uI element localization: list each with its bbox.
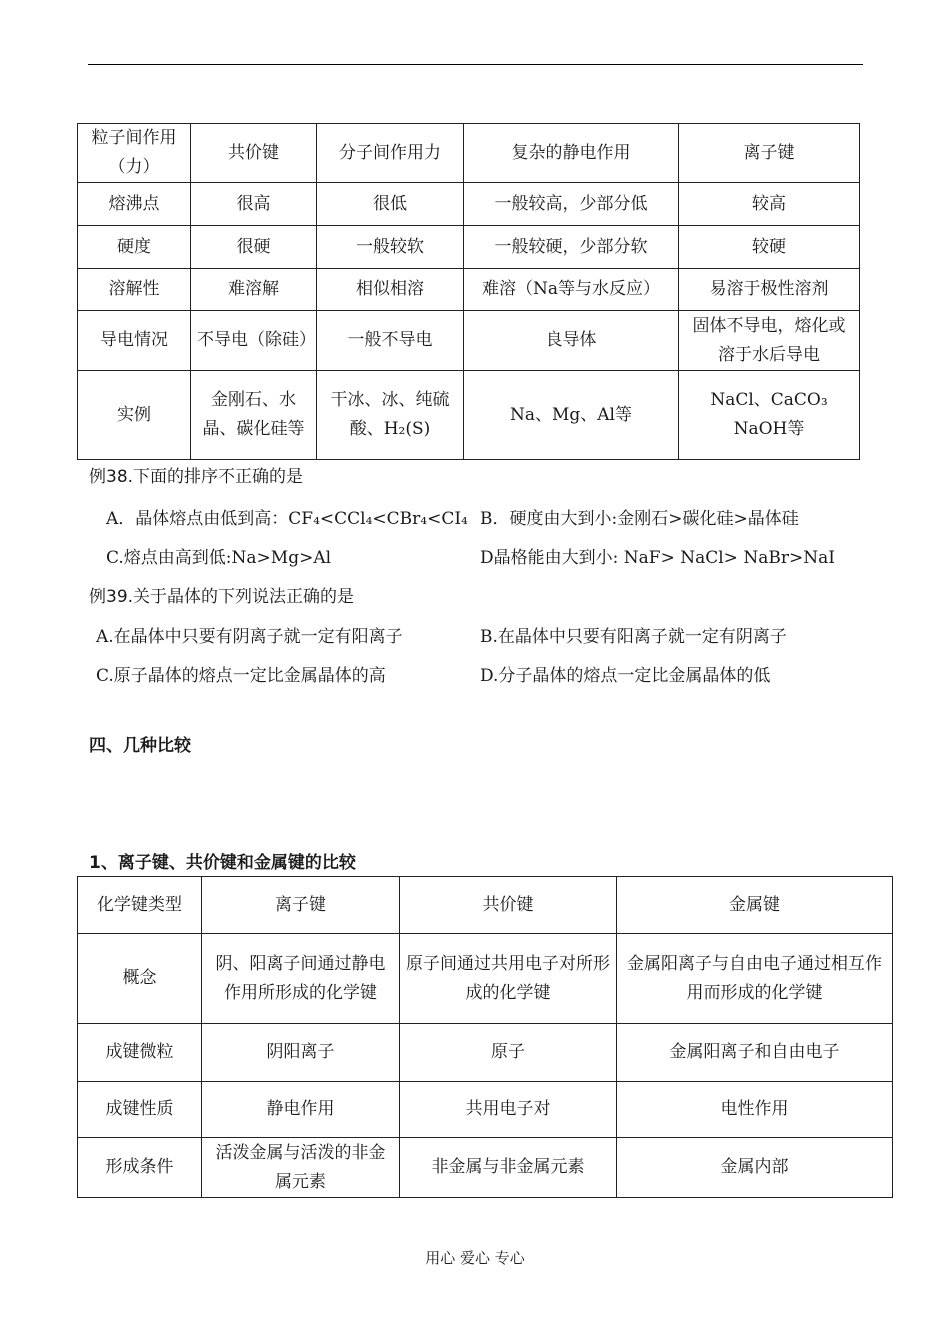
- table-cell: 离子键: [679, 124, 860, 183]
- table-cell: 金刚石、水晶、碳化硅等: [191, 371, 317, 460]
- table-cell: 静电作用: [202, 1082, 400, 1138]
- table-row: [78, 1082, 893, 1138]
- table-cell: 活泼金属与活泼的非金属元素: [202, 1138, 400, 1198]
- example-38-option-c: C.熔点由高到低:Na>Mg>Al: [106, 548, 332, 568]
- table-cell: 很硬: [191, 226, 317, 269]
- table-cell: 成键微粒: [78, 1024, 202, 1082]
- table-cell: 原子: [400, 1024, 617, 1082]
- table-cell: 实例: [78, 371, 191, 460]
- table-cell: 形成条件: [78, 1138, 202, 1198]
- table-cell: 一般不导电: [317, 311, 464, 371]
- table-row: [78, 877, 893, 934]
- table-cell: 很高: [191, 183, 317, 226]
- example-38-option-a: A．晶体熔点由低到高：CF₄<CCl₄<CBr₄<CI₄: [106, 509, 468, 529]
- table-cell: 硬度: [78, 226, 191, 269]
- table-cell: 复杂的静电作用: [464, 124, 679, 183]
- table-cell: 较高: [679, 183, 860, 226]
- table-cell: 非金属与非金属元素: [400, 1138, 617, 1198]
- table-cell: 阴阳离子: [202, 1024, 400, 1082]
- example-39-question: 例39.关于晶体的下列说法正确的是: [89, 587, 355, 607]
- crystal-comparison-table: [77, 123, 860, 460]
- subsection-title: 1、离子键、共价键和金属键的比较: [89, 853, 356, 873]
- table-cell: 难溶（Na等与水反应）: [464, 269, 679, 311]
- table-row: [78, 226, 860, 269]
- header-rule: [88, 64, 863, 65]
- table-row: [78, 371, 860, 460]
- table-cell: 金属内部: [617, 1138, 893, 1198]
- table-row: [78, 934, 893, 1024]
- table-cell: 良导体: [464, 311, 679, 371]
- table-cell: 共价键: [191, 124, 317, 183]
- table-cell: 分子间作用力: [317, 124, 464, 183]
- table-cell: 阴、阳离子间通过静电作用所形成的化学键: [202, 934, 400, 1024]
- table-cell: 化学键类型: [78, 877, 202, 934]
- page-footer: 用心 爱心 专心: [425, 1249, 525, 1267]
- table-cell: 很低: [317, 183, 464, 226]
- table-row: [78, 1138, 893, 1198]
- table-cell: 成键性质: [78, 1082, 202, 1138]
- table-cell: 较硬: [679, 226, 860, 269]
- table-cell: 离子键: [202, 877, 400, 934]
- table-row: [78, 1024, 893, 1082]
- table-cell: 难溶解: [191, 269, 317, 311]
- table-cell: 电性作用: [617, 1082, 893, 1138]
- table-cell: 一般较高，少部分低: [464, 183, 679, 226]
- table-cell: 固体不导电，熔化或溶于水后导电: [679, 311, 860, 371]
- example-38-question: 例38.下面的排序不正确的是: [89, 467, 304, 487]
- table-cell: 粒子间作用（力）: [78, 124, 191, 183]
- table-cell: 原子间通过共用电子对所形成的化学键: [400, 934, 617, 1024]
- table-cell: 熔沸点: [78, 183, 191, 226]
- example-38-option-d: D晶格能由大到小: NaF> NaCl> NaBr>NaI: [480, 548, 835, 568]
- table-cell: 不导电（除硅）: [191, 311, 317, 371]
- table-row: [78, 124, 860, 183]
- table-cell: 金属阳离子与自由电子通过相互作用而形成的化学键: [617, 934, 893, 1024]
- table-row: [78, 311, 860, 371]
- table-cell: 一般较硬，少部分软: [464, 226, 679, 269]
- example-39-option-b: B.在晶体中只要有阳离子就一定有阴离子: [480, 627, 787, 647]
- table-row: [78, 269, 860, 311]
- table-cell: 相似相溶: [317, 269, 464, 311]
- table-row: [78, 183, 860, 226]
- example-39-option-c: C.原子晶体的熔点一定比金属晶体的高: [96, 666, 386, 686]
- table-cell: 易溶于极性溶剂: [679, 269, 860, 311]
- table-cell: 一般较软: [317, 226, 464, 269]
- table-cell: NaCl、CaCO₃ NaOH等: [679, 371, 860, 460]
- table-cell: 共价键: [400, 877, 617, 934]
- example-39-option-a: A.在晶体中只要有阴离子就一定有阳离子: [96, 627, 403, 647]
- section-title: 四、几种比较: [89, 736, 191, 756]
- table-cell: 金属键: [617, 877, 893, 934]
- table-cell: 金属阳离子和自由电子: [617, 1024, 893, 1082]
- table-cell: 共用电子对: [400, 1082, 617, 1138]
- table-cell: 导电情况: [78, 311, 191, 371]
- table-cell: 溶解性: [78, 269, 191, 311]
- bond-comparison-table: [77, 876, 893, 1198]
- example-38-option-b: B．硬度由大到小:金刚石>碳化硅>晶体硅: [480, 509, 799, 529]
- table-cell: 干冰、冰、纯硫酸、H₂(S): [317, 371, 464, 460]
- example-39-option-d: D.分子晶体的熔点一定比金属晶体的低: [480, 666, 771, 686]
- table-cell: Na、Mg、Al等: [464, 371, 679, 460]
- table-cell: 概念: [78, 934, 202, 1024]
